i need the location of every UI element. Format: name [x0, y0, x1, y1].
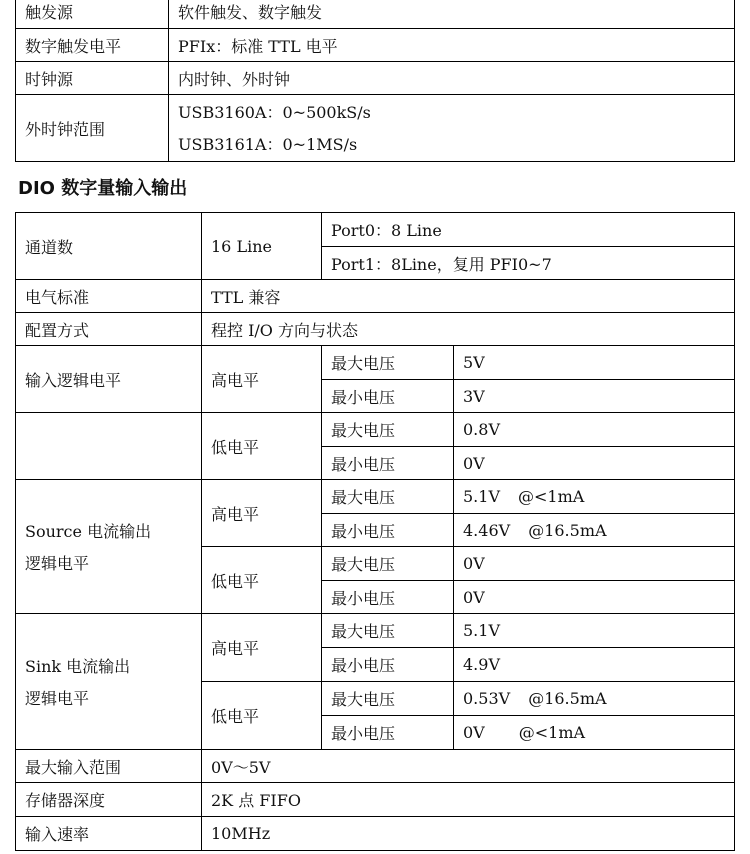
sink-logic-label [16, 614, 202, 750]
max-input-range-label: 最大输入范围 [16, 750, 202, 783]
digital-trigger-level-value: PFIx：标准 TTL 电平 [169, 29, 735, 62]
sink-low-max-value [454, 682, 735, 716]
source-high-min-note: @16.5mA [528, 520, 607, 540]
clock-source-value: 内时钟、外时钟 [169, 62, 735, 95]
source-high-max-label: 最大电压 [322, 480, 454, 514]
input-low-empty-cell [16, 413, 202, 480]
source-low-label: 低电平 [202, 547, 322, 614]
table-row [16, 413, 735, 447]
port0-info: Port0：8 Line [322, 213, 735, 247]
input-low-max-label: 最大电压 [322, 413, 454, 447]
table-row [16, 783, 735, 817]
sink-high-max-label: 最大电压 [322, 614, 454, 648]
channel-count-label: 通道数 [16, 213, 202, 280]
source-high-max-note: @<1mA [518, 487, 585, 506]
source-high-label: 高电平 [202, 480, 322, 547]
sink-logic-label-line2: 逻辑电平 [25, 688, 90, 708]
max-input-range-value: 0V～5V [202, 750, 735, 783]
sink-high-max-value: 5.1V [454, 614, 735, 648]
sink-high-min-value: 4.9V [454, 648, 735, 682]
external-clock-range-values [169, 95, 735, 162]
sink-low-min-voltage: 0V [463, 723, 485, 742]
table-row [16, 95, 735, 162]
sink-high-label: 高电平 [202, 614, 322, 682]
channel-count-value: 16 Line [202, 213, 322, 280]
table-row [16, 614, 735, 648]
input-logic-label: 输入逻辑电平 [16, 346, 202, 413]
input-high-min-label: 最小电压 [322, 380, 454, 413]
memory-depth-value: 2K 点 FIFO [202, 783, 735, 817]
trigger-source-value: 软件触发、数字触发 [169, 0, 735, 29]
table-row [16, 29, 735, 62]
dio-spec-table [15, 212, 735, 851]
external-clock-range-label: 外时钟范围 [16, 95, 169, 162]
config-mode-value: 程控 I/O 方向与状态 [202, 313, 735, 346]
clock-source-label: 时钟源 [16, 62, 169, 95]
source-high-max-value [454, 480, 735, 514]
sink-low-min-value [454, 716, 735, 750]
input-low-max-value: 0.8V [454, 413, 735, 447]
sink-high-min-label: 最小电压 [322, 648, 454, 682]
table-row [16, 0, 735, 29]
sink-low-min-label: 最小电压 [322, 716, 454, 750]
port1-info: Port1：8Line，复用 PFI0~7 [322, 247, 735, 280]
electrical-standard-label: 电气标准 [16, 280, 202, 313]
trigger-spec-table [15, 0, 735, 162]
input-high-max-label: 最大电压 [322, 346, 454, 380]
table-row [16, 313, 735, 346]
input-high-label: 高电平 [202, 346, 322, 413]
table-row [16, 750, 735, 783]
input-rate-label: 输入速率 [16, 817, 202, 851]
electrical-standard-value: TTL 兼容 [202, 280, 735, 313]
source-low-max-label: 最大电压 [322, 547, 454, 581]
usb3160a-range: USB3160A：0~500kS/s [178, 103, 371, 122]
table-row [16, 213, 735, 247]
source-logic-label-line1: Source 电流输出 [25, 521, 152, 541]
source-logic-label [16, 480, 202, 614]
config-mode-label: 配置方式 [16, 313, 202, 346]
input-low-label: 低电平 [202, 413, 322, 480]
sink-low-min-note: @<1mA [518, 723, 586, 742]
sink-low-max-voltage: 0.53V [463, 689, 511, 708]
source-high-max-voltage: 5.1V [463, 487, 500, 506]
input-high-min-value: 3V [454, 380, 735, 413]
table-row [16, 346, 735, 380]
source-high-min-label: 最小电压 [322, 514, 454, 547]
table-row [16, 280, 735, 313]
sink-logic-label-line1: Sink 电流输出 [25, 656, 131, 676]
sink-low-label: 低电平 [202, 682, 322, 750]
source-high-min-voltage: 4.46V [463, 520, 511, 540]
usb3161a-range: USB3161A：0~1MS/s [178, 135, 358, 154]
sink-low-max-label: 最大电压 [322, 682, 454, 716]
source-high-min-value [454, 514, 735, 547]
table-row [16, 817, 735, 851]
trigger-source-label: 触发源 [16, 0, 169, 29]
input-low-min-value: 0V [454, 447, 735, 480]
dio-section-heading: DIO 数字量输入输出 [18, 178, 188, 199]
input-low-min-label: 最小电压 [322, 447, 454, 480]
table-row [16, 480, 735, 514]
source-low-min-label: 最小电压 [322, 581, 454, 614]
table-row [16, 62, 735, 95]
sink-low-max-note: @16.5mA [528, 689, 607, 708]
source-low-max-value: 0V [454, 547, 735, 581]
memory-depth-label: 存储器深度 [16, 783, 202, 817]
digital-trigger-level-label: 数字触发电平 [16, 29, 169, 62]
source-logic-label-line2: 逻辑电平 [25, 553, 90, 573]
input-rate-value: 10MHz [202, 817, 735, 851]
source-low-min-value: 0V [454, 581, 735, 614]
input-high-max-value: 5V [454, 346, 735, 380]
